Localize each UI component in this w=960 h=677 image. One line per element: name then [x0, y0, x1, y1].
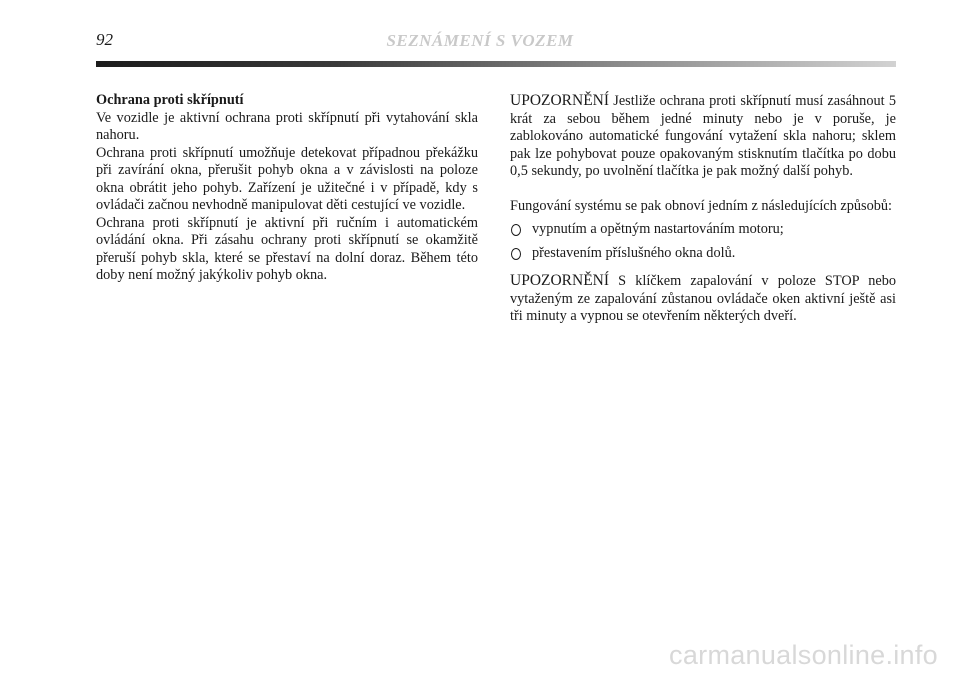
warning-text: S klíčkem zapalování v poloze STOP nebo vytaženým ze zapalování zůstanou ovládače oken aktivní ještě asi tři minuty a vypnou se otevřením některých dveří. — [510, 273, 896, 324]
warning-label: UPOZORNĚNÍ — [510, 272, 610, 289]
circle-bullet-icon — [511, 248, 521, 260]
paragraph: Ve vozidle je aktivní ochrana proti skřípnutí při vytahování skla nahoru. — [96, 109, 478, 143]
list-item-text: přestavením příslušného okna dolů. — [532, 244, 736, 261]
circle-bullet-icon — [511, 224, 521, 236]
bullet-list — [510, 221, 896, 262]
left-column — [96, 92, 478, 285]
section-title: SEZNÁMENÍ S VOZEM — [386, 31, 574, 50]
warning-text: Jestliže ochrana proti skřípnutí musí zasáhnout 5 krát za sebou během jedné minuty nebo je v poruše, je zablokováno automatické fungování vytažení skla nahoru; sklem pak lze pohybovat pouze opakovaným stisknutím tlačítka po dobu 0,5 sekundy, po uvolnění tlačítka je pak možný další pohyb. — [510, 93, 896, 179]
page-number: 92 — [96, 30, 113, 49]
watermark: carmanualsonline.info — [669, 640, 938, 670]
list-item — [510, 245, 896, 263]
paragraph: Ochrana proti skřípnutí umožňuje detekovat případnou překážku při zavírání okna, přerušit pohyb okna a v závislosti na poloze okna obrátit jeho pohyb. Zařízení je užitečné i v případě, kdy s ovládači začnou nevhodně manipulovat děti cestující ve vozidle. — [96, 144, 478, 213]
header-rule — [96, 61, 896, 67]
warning-block — [510, 272, 896, 326]
warning-block — [510, 92, 896, 181]
restore-intro: Fungování systému se pak obnoví jedním z následujících způsobů: — [510, 197, 892, 214]
list-item — [510, 221, 896, 239]
paragraph: Ochrana proti skřípnutí je aktivní při ručním i automatickém ovládání okna. Při zásahu ochrany proti skřípnutí se okamžitě přeruší pohyb skla, které se přestaví na dolní doraz. Během této doby není možný jakýkoliv pohyb okna. — [96, 214, 478, 283]
warning-label: UPOZORNĚNÍ — [510, 92, 610, 109]
list-item-text: vypnutím a opětným nastartováním motoru; — [532, 221, 784, 237]
section-heading: Ochrana proti skřípnutí — [96, 92, 244, 108]
right-column — [510, 92, 896, 326]
